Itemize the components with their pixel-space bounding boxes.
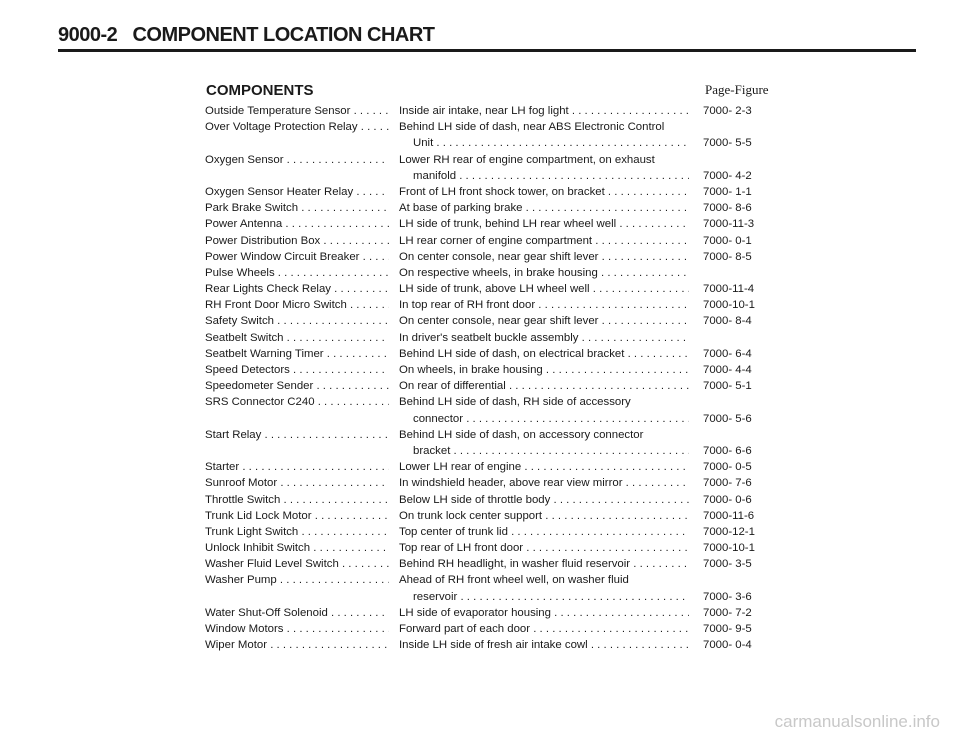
table-row	[205, 378, 785, 394]
component-name: Seatbelt Switch . . .	[205, 330, 389, 346]
component-location: Lower RH rear of engine compartment, on exhaust	[399, 153, 655, 166]
page-figure-ref: 7000-12-1	[703, 525, 755, 538]
row-line	[205, 492, 785, 508]
component-name: Water Shut-Off Solenoid . . .	[205, 605, 389, 621]
page-number: 9000-2	[58, 24, 118, 46]
row-line	[205, 330, 785, 346]
page-figure-ref: 7000- 3-5	[703, 558, 752, 571]
row-line	[205, 459, 785, 475]
component-location: Top rear of LH front door . . .	[399, 540, 689, 556]
table-row	[205, 492, 785, 508]
component-location: Below LH side of throttle body . . .	[399, 492, 689, 508]
row-line	[205, 249, 785, 265]
component-location: On wheels, in brake housing . . .	[399, 362, 689, 378]
component-location: On center console, near gear shift lever . . .	[399, 313, 689, 329]
component-location: Top center of trunk lid . . .	[399, 524, 689, 540]
component-location: In driver's seatbelt buckle assembly . . .	[399, 330, 689, 346]
component-name: Park Brake Switch . . .	[205, 200, 389, 216]
component-location: Front of LH front shock tower, on bracket . . .	[399, 184, 689, 200]
component-name: Power Distribution Box . . .	[205, 233, 389, 249]
table-row	[205, 459, 785, 475]
component-name: Safety Switch . . .	[205, 313, 389, 329]
component-list	[205, 103, 785, 653]
component-location: Forward part of each door . . .	[399, 621, 689, 637]
component-location: Behind LH side of dash, on accessory connector	[399, 428, 644, 441]
row-line	[205, 394, 785, 410]
component-location: On center console, near gear shift lever . . .	[399, 249, 689, 265]
table-row	[205, 346, 785, 362]
page-figure-ref: 7000- 7-6	[703, 477, 752, 490]
table-row	[205, 249, 785, 265]
page-figure-ref: 7000- 4-4	[703, 364, 752, 376]
page-figure-ref: 7000- 8-5	[703, 250, 752, 263]
header-text	[58, 24, 918, 47]
table-row	[205, 184, 785, 200]
component-location: Lower LH rear of engine . . .	[399, 459, 689, 475]
component-name: Speed Detectors . . .	[205, 362, 389, 378]
component-name: Start Relay . . .	[205, 427, 389, 443]
component-name: Wiper Motor . . .	[205, 637, 389, 653]
component-location: Inside LH side of fresh air intake cowl . . .	[399, 637, 689, 653]
page-figure-ref: 7000-10-1	[703, 299, 755, 312]
row-line	[205, 184, 785, 200]
table-row	[205, 475, 785, 491]
row-line	[205, 508, 785, 524]
table-row	[205, 362, 785, 378]
component-name: Outside Temperature Sensor . . .	[205, 103, 389, 119]
row-line	[205, 346, 785, 362]
component-name: Unlock Inhibit Switch . . .	[205, 540, 389, 556]
page-figure-ref: 7000-11-4	[703, 283, 755, 296]
component-location: In windshield header, above rear view mirror . . .	[399, 475, 689, 491]
component-location: Ahead of RH front wheel well, on washer fluid	[399, 574, 629, 587]
header-rule	[58, 49, 916, 52]
table-row	[205, 297, 785, 313]
row-line-continued	[205, 589, 785, 605]
watermark: carmanualsonline.info	[774, 712, 940, 731]
row-line-continued	[205, 168, 785, 184]
component-location: LH side of trunk, behind LH rear wheel well . . .	[399, 216, 689, 232]
page-figure-ref: 7000- 5-6	[703, 412, 752, 425]
row-line	[205, 216, 785, 232]
table-row	[205, 605, 785, 621]
component-location-continued: bracket . . .	[413, 443, 689, 459]
table-row	[205, 394, 785, 426]
page-figure-ref: 7000- 0-1	[703, 234, 752, 247]
table-row	[205, 556, 785, 572]
row-line-continued	[205, 443, 785, 459]
row-line	[205, 621, 785, 637]
table-row	[205, 103, 785, 119]
page-figure-ref: 7000- 5-1	[703, 380, 752, 393]
component-name: Seatbelt Warning Timer . . .	[205, 346, 389, 362]
row-line	[205, 378, 785, 394]
page-figure-ref: 7000- 6-6	[703, 444, 752, 457]
page-figure-ref: 7000- 3-6	[703, 590, 752, 603]
component-location: LH side of trunk, above LH wheel well . . .	[399, 281, 689, 297]
table-row	[205, 313, 785, 329]
component-name: Trunk Light Switch . . .	[205, 524, 389, 540]
component-location: On respective wheels, in brake housing . . .	[399, 265, 689, 281]
page-figure-ref: 7000- 0-6	[703, 493, 752, 506]
page-figure-ref: 7000- 6-4	[703, 347, 752, 360]
table-row	[205, 152, 785, 184]
component-location: Behind LH side of dash, on electrical bracket . . .	[399, 346, 689, 362]
page-figure-ref: 7000- 7-2	[703, 606, 752, 619]
component-name: Washer Pump . . .	[205, 572, 389, 588]
row-line	[205, 297, 785, 313]
table-row	[205, 572, 785, 604]
table-row	[205, 200, 785, 216]
component-name: RH Front Door Micro Switch . . .	[205, 297, 389, 313]
row-line	[205, 362, 785, 378]
component-location-continued: connector . . .	[413, 411, 689, 427]
row-line	[205, 556, 785, 572]
component-location: Inside air intake, near LH fog light . . .	[399, 103, 689, 119]
component-name: Washer Fluid Level Switch . . .	[205, 556, 389, 572]
row-line	[205, 200, 785, 216]
page-header	[58, 24, 918, 47]
component-location: Behind RH headlight, in washer fluid reservoir . . .	[399, 556, 689, 572]
page-figure-ref: 7000-10-1	[703, 542, 755, 555]
row-line	[205, 605, 785, 621]
component-location-continued: manifold . . .	[413, 168, 689, 184]
page-figure-heading: Page-Figure	[705, 82, 769, 97]
component-name: Sunroof Motor . . .	[205, 475, 389, 491]
components-heading: COMPONENTS	[206, 82, 314, 99]
row-line	[205, 152, 785, 168]
table-row	[205, 330, 785, 346]
component-name: Oxygen Sensor Heater Relay . . .	[205, 184, 389, 200]
component-location-continued: reservoir . . .	[413, 589, 689, 605]
component-location: On rear of differential . . .	[399, 378, 689, 394]
page-figure-ref: 7000- 1-1	[703, 185, 752, 198]
table-row	[205, 427, 785, 459]
component-name: Oxygen Sensor . . .	[205, 152, 389, 168]
component-location: LH rear corner of engine compartment . . .	[399, 233, 689, 249]
row-line	[205, 233, 785, 249]
table-row	[205, 508, 785, 524]
component-name: Speedometer Sender . . .	[205, 378, 389, 394]
component-location: Behind LH side of dash, RH side of accessory	[399, 396, 631, 409]
row-line-continued	[205, 135, 785, 151]
component-location: On trunk lock center support . . .	[399, 508, 689, 524]
component-name: Rear Lights Check Relay . . .	[205, 281, 389, 297]
table-row	[205, 281, 785, 297]
component-location: In top rear of RH front door . . .	[399, 297, 689, 313]
row-line	[205, 313, 785, 329]
page-figure-ref: 7000- 0-4	[703, 639, 752, 652]
page-figure-ref: 7000- 0-5	[703, 461, 752, 474]
component-location: At base of parking brake . . .	[399, 200, 689, 216]
page-title: COMPONENT LOCATION CHART	[132, 24, 435, 46]
page-figure-ref: 7000- 9-5	[703, 623, 752, 635]
row-line	[205, 475, 785, 491]
component-name: Window Motors . . .	[205, 621, 389, 637]
component-name: Trunk Lid Lock Motor . . .	[205, 508, 389, 524]
component-location: LH side of evaporator housing . . .	[399, 605, 689, 621]
row-line	[205, 524, 785, 540]
table-row	[205, 621, 785, 637]
page-figure-ref: 7000- 4-2	[703, 169, 752, 182]
row-line	[205, 540, 785, 556]
page-figure-ref: 7000- 8-6	[703, 202, 752, 215]
table-row	[205, 265, 785, 281]
page-figure-ref: 7000- 8-4	[703, 315, 752, 328]
component-name: SRS Connector C240 . . .	[205, 394, 389, 410]
table-row	[205, 524, 785, 540]
component-name: Starter . . .	[205, 459, 389, 475]
table-row	[205, 540, 785, 556]
row-line	[205, 103, 785, 119]
row-line	[205, 572, 785, 588]
component-name: Power Window Circuit Breaker . . .	[205, 249, 389, 265]
page-figure-ref: 7000-11-6	[703, 509, 755, 522]
component-location: Behind LH side of dash, near ABS Electronic Control	[399, 121, 665, 134]
page-figure-ref: 7000- 5-5	[703, 137, 752, 150]
row-line	[205, 427, 785, 443]
component-name: Pulse Wheels . . .	[205, 265, 389, 281]
table-row	[205, 233, 785, 249]
page-figure-ref: 7000- 2-3	[703, 105, 752, 117]
component-name: Over Voltage Protection Relay . . .	[205, 119, 389, 135]
table-row	[205, 216, 785, 232]
row-line	[205, 281, 785, 297]
component-location-continued: Unit . . .	[413, 135, 689, 151]
table-row	[205, 119, 785, 151]
row-line	[205, 119, 785, 135]
page-figure-ref: 7000-11-3	[703, 218, 755, 231]
table-row	[205, 637, 785, 653]
row-line-continued	[205, 411, 785, 427]
row-line	[205, 637, 785, 653]
row-line	[205, 265, 785, 281]
component-name: Power Antenna . . .	[205, 216, 389, 232]
component-name: Throttle Switch . . .	[205, 492, 389, 508]
